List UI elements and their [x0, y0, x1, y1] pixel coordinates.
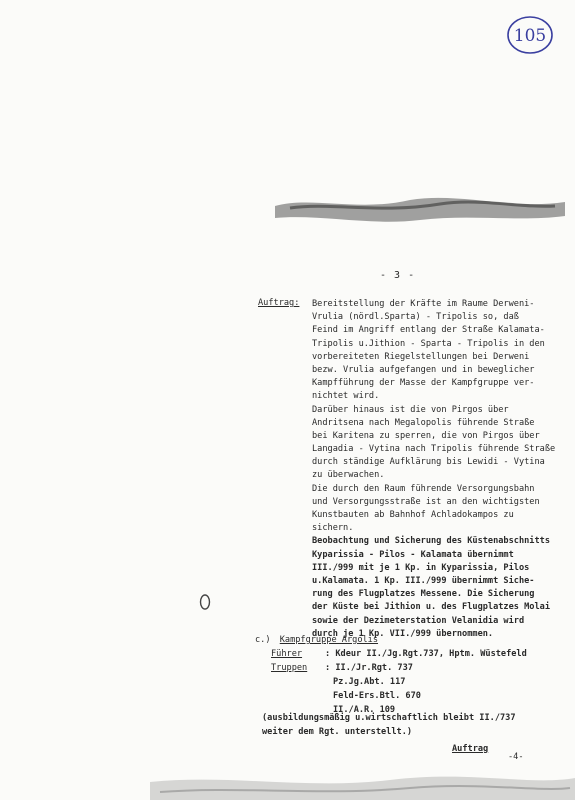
section-c-heading [255, 634, 378, 648]
auftrag-line: bezw. Vrulia aufgefangen und in beweglicher [312, 364, 535, 375]
auftrag-line: sowie der Dezimeterstation Velanidia wird [312, 615, 525, 626]
auftrag-line: Kyparissia - Pilos - Kalamata übernimmt [312, 549, 514, 560]
auftrag-line: Darüber hinaus ist die von Pirgos über [312, 404, 509, 415]
scan-noise [150, 752, 575, 800]
auftrag-line: durch ständige Aufklärung bis Lewidi - Vytina [312, 457, 545, 468]
auftrag-line: Feind im Angriff entlang der Straße Kalamata- [312, 325, 545, 336]
auftrag-line: u.Kalamata. 1 Kp. III./999 übernimmt Siche- [312, 575, 535, 586]
note-line: (ausbildungsmäßig u.wirtschaftlich bleibt II./737 [262, 713, 516, 723]
fuehrer-row [255, 648, 527, 662]
auftrag-line: Bereitstellung der Kräfte im Raume Derweni- [312, 299, 535, 309]
auftrag-line: der Küste bei Jithion u. des Flugplatzes Molai [312, 602, 550, 613]
truppen-row [255, 690, 421, 704]
archive-number: 105 [513, 26, 547, 46]
truppen-value: : II./Jr.Rgt. 737 [325, 663, 413, 673]
fuehrer-value: : Kdeur II./Jg.Rgt.737, Hptm. Wüstefeld [325, 649, 527, 659]
truppen-row [255, 676, 406, 690]
auftrag-line: Vrulia (nördl.Sparta) - Tripolis so, daß [312, 312, 519, 323]
auftrag-line: durch je 1 Kp. VII./999 übernommen. [312, 628, 494, 639]
auftrag-line: Tripolis u.Jithion - Sparta - Tripolis in den [312, 338, 545, 349]
auftrag-line: Kunstbauten ab Bahnhof Achladokampos zu [312, 510, 514, 520]
truppen-row [255, 662, 413, 676]
auftrag-line: nichtet wird. [312, 391, 380, 402]
auftrag-line: sichern. [312, 523, 354, 534]
auftrag-line: rung des Flugplatzes Messene. Die Sicherung [312, 589, 535, 600]
footer-auftrag: Auftrag [452, 744, 489, 754]
truppen-label: Truppen [271, 663, 308, 673]
fuehrer-label: Führer [271, 649, 303, 659]
note-line: weiter dem Rgt. unterstellt.) [262, 726, 413, 737]
auftrag-line: Kampfführung der Masse der Kampfgruppe ver- [312, 378, 535, 389]
punch-hole-mark [198, 592, 212, 612]
auftrag-line: und Versorgungsstraße ist an den wichtigsten [312, 496, 540, 507]
auftrag-line: zu überwachen. [312, 470, 385, 481]
section-c-title: Kampfgruppe Argolis [279, 635, 379, 645]
page-number: - 3 - [380, 270, 416, 281]
auftrag-line: III./999 mit je 1 Kp. in Kyparissia, Pilos [312, 562, 530, 573]
auftrag-line: Beobachtung und Sicherung des Küstenabschnitts [312, 536, 550, 547]
auftrag-line: Die durch den Raum führende Versorgungsbahn [312, 483, 535, 494]
auftrag-line: vorbereiteten Riegelstellungen bei Derweni [312, 351, 530, 362]
auftrag-line: bei Karitena zu sperren, die von Pirgos über [312, 430, 540, 441]
section-c-note [262, 712, 516, 739]
truppen-value: II./A.R. 109 [333, 705, 396, 715]
auftrag-body [312, 298, 555, 641]
ink-smudge [270, 188, 570, 228]
auftrag-line: Andritsena nach Megalopolis führende Straße [312, 417, 535, 428]
truppen-value: Feld-Ers.Btl. 670 [333, 691, 421, 701]
auftrag-line: Langadia - Vytina nach Tripolis führende Straße [312, 444, 556, 455]
section-c-prefix: c.) [255, 635, 271, 645]
next-page-number: -4- [508, 752, 524, 762]
auftrag-label: Auftrag: [258, 298, 300, 308]
archive-number-stamp [505, 14, 555, 56]
truppen-value: Pz.Jg.Abt. 117 [333, 677, 406, 687]
